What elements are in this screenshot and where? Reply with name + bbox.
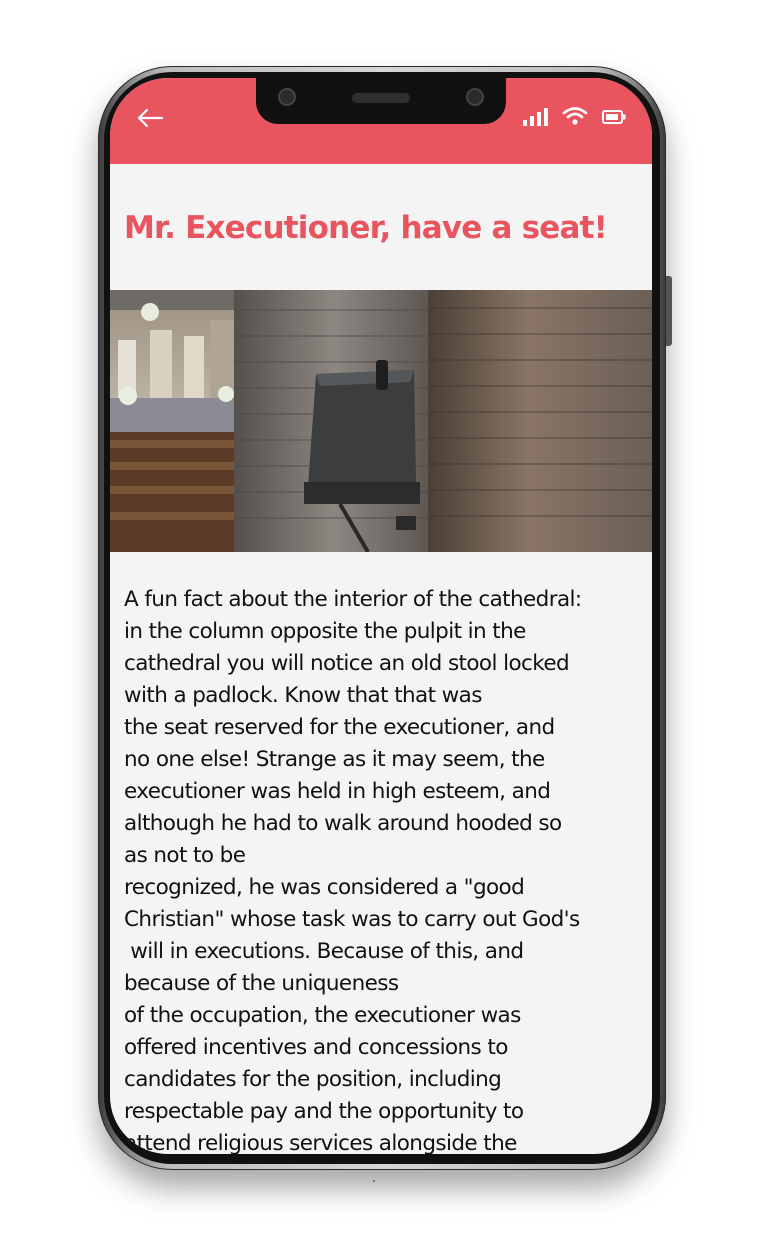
article-line: as not to be [124, 843, 246, 868]
article-line: of the occupation, the executioner was [124, 1003, 521, 1028]
wifi-icon [562, 106, 588, 126]
article-line: no one else! Strange as it may seem, the [124, 747, 545, 772]
article-line: candidates for the position, including [124, 1067, 502, 1092]
front-camera-icon [278, 88, 296, 106]
article-line: the seat reserved for the executioner, and [124, 715, 555, 740]
article-line: with a padlock. Know that that was [124, 683, 482, 708]
sensor-icon [466, 88, 484, 106]
home-indicator [373, 1180, 375, 1182]
article-text [124, 584, 644, 1154]
article-line: cathedral you will notice an old stool locked [124, 651, 569, 676]
signal-icon [523, 108, 548, 126]
article-line: in the column opposite the pulpit in the [124, 619, 526, 644]
article-line: attend religious services alongside the [124, 1131, 517, 1154]
arrow-left-icon[interactable] [136, 106, 164, 130]
article-line: although he had to walk around hooded so [124, 811, 562, 836]
article-line: A fun fact about the interior of the cathedral: [124, 587, 582, 612]
article-line: Christian" whose task was to carry out God's [124, 907, 580, 932]
camera-notch [256, 78, 506, 124]
article-line: recognized, he was considered a "good [124, 875, 525, 900]
battery-icon [602, 110, 626, 124]
volume-button [666, 276, 672, 346]
article-content [110, 164, 652, 1154]
article-line: respectable pay and the opportunity to [124, 1099, 524, 1124]
article-line: will in executions. Because of this, and [124, 939, 524, 964]
page-title: Mr. Executioner, have a seat! [124, 210, 607, 246]
phone-screen [110, 78, 652, 1154]
speaker-grille [352, 93, 410, 103]
cathedral-column-photo [110, 290, 652, 552]
article-line: executioner was held in high esteem, and [124, 779, 551, 804]
app-bar [110, 78, 652, 164]
status-bar-icons [523, 104, 626, 126]
article-line: because of the uniqueness [124, 971, 399, 996]
article-line: offered incentives and concessions to [124, 1035, 508, 1060]
